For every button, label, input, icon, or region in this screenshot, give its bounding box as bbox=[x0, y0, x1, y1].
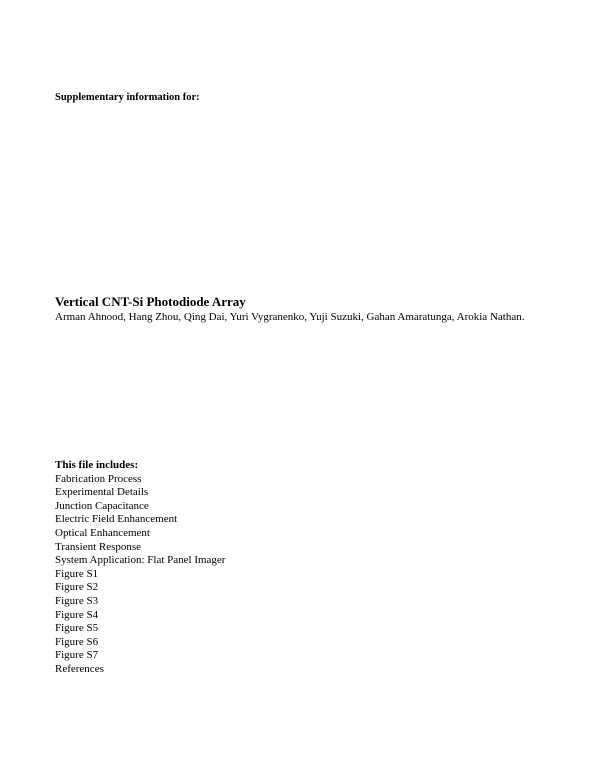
list-item: Figure S5 bbox=[55, 622, 99, 635]
list-item: Figure S4 bbox=[55, 608, 99, 621]
contents-heading: This file includes: bbox=[55, 459, 139, 471]
author-list: Arman Ahnood, Hang Zhou, Qing Dai, Yuri Vygranenko, Yuji Suzuki, Gahan Amaratunga, Arokia Nathan. bbox=[55, 311, 525, 323]
list-item: Junction Capacitance bbox=[55, 499, 149, 512]
list-item: Figure S6 bbox=[55, 635, 99, 648]
list-item: References bbox=[55, 662, 104, 675]
list-item: Figure S1 bbox=[55, 567, 99, 580]
list-item: Figure S2 bbox=[55, 581, 99, 594]
list-item: Experimental Details bbox=[55, 486, 149, 499]
supplementary-heading: Supplementary information for: bbox=[55, 92, 200, 103]
list-item: Optical Enhancement bbox=[55, 526, 150, 539]
list-item: System Application: Flat Panel Imager bbox=[55, 554, 226, 567]
contents-list bbox=[55, 459, 225, 677]
list-item: Electric Field Enhancement bbox=[55, 513, 178, 526]
list-item: Fabrication Process bbox=[55, 472, 142, 485]
paper-title: Vertical CNT-Si Photodiode Array bbox=[55, 294, 246, 309]
list-item: Figure S7 bbox=[55, 649, 99, 662]
list-item: Transient Response bbox=[55, 540, 142, 553]
list-item: Figure S3 bbox=[55, 594, 99, 607]
